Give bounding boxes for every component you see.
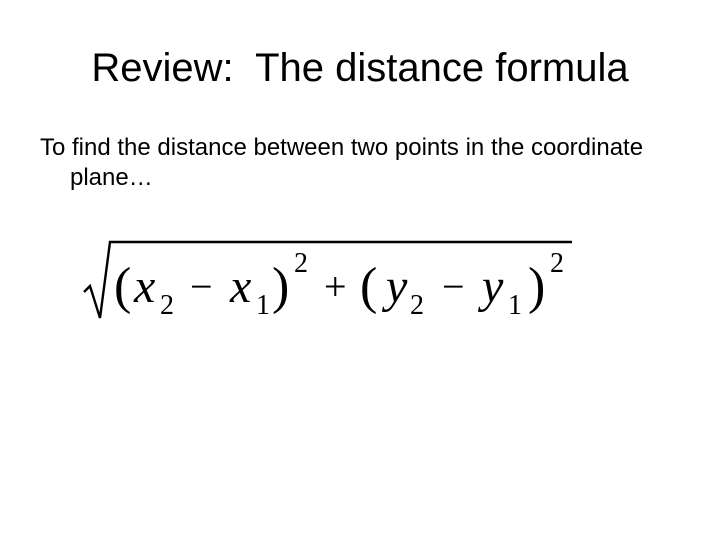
open-paren-2: ( <box>360 258 378 315</box>
x-subscript-2: 2 <box>160 290 174 321</box>
body-text: To find the distance between two points in the coordinate plane… <box>40 134 644 191</box>
slide-title: Review: The distance formula <box>91 46 629 90</box>
x-variable-b: x <box>230 260 252 313</box>
slide-body <box>40 133 680 193</box>
minus-sign-2: − <box>442 264 465 309</box>
x-subscript-1: 1 <box>256 290 270 321</box>
exponent-2: 2 <box>550 248 564 279</box>
y-variable-b: y <box>482 260 504 313</box>
exponent-1: 2 <box>294 248 308 279</box>
y-subscript-1: 1 <box>508 290 522 321</box>
y-subscript-2: 2 <box>410 290 424 321</box>
minus-sign-1: − <box>190 264 213 309</box>
x-variable: x <box>134 260 156 313</box>
close-paren-2: ) <box>528 258 546 315</box>
close-paren-1: ) <box>272 258 290 315</box>
y-variable: y <box>386 260 408 313</box>
formula-graphic <box>84 234 584 330</box>
plus-sign: + <box>324 264 347 309</box>
distance-formula <box>84 234 584 330</box>
open-paren-1: ( <box>114 258 132 315</box>
